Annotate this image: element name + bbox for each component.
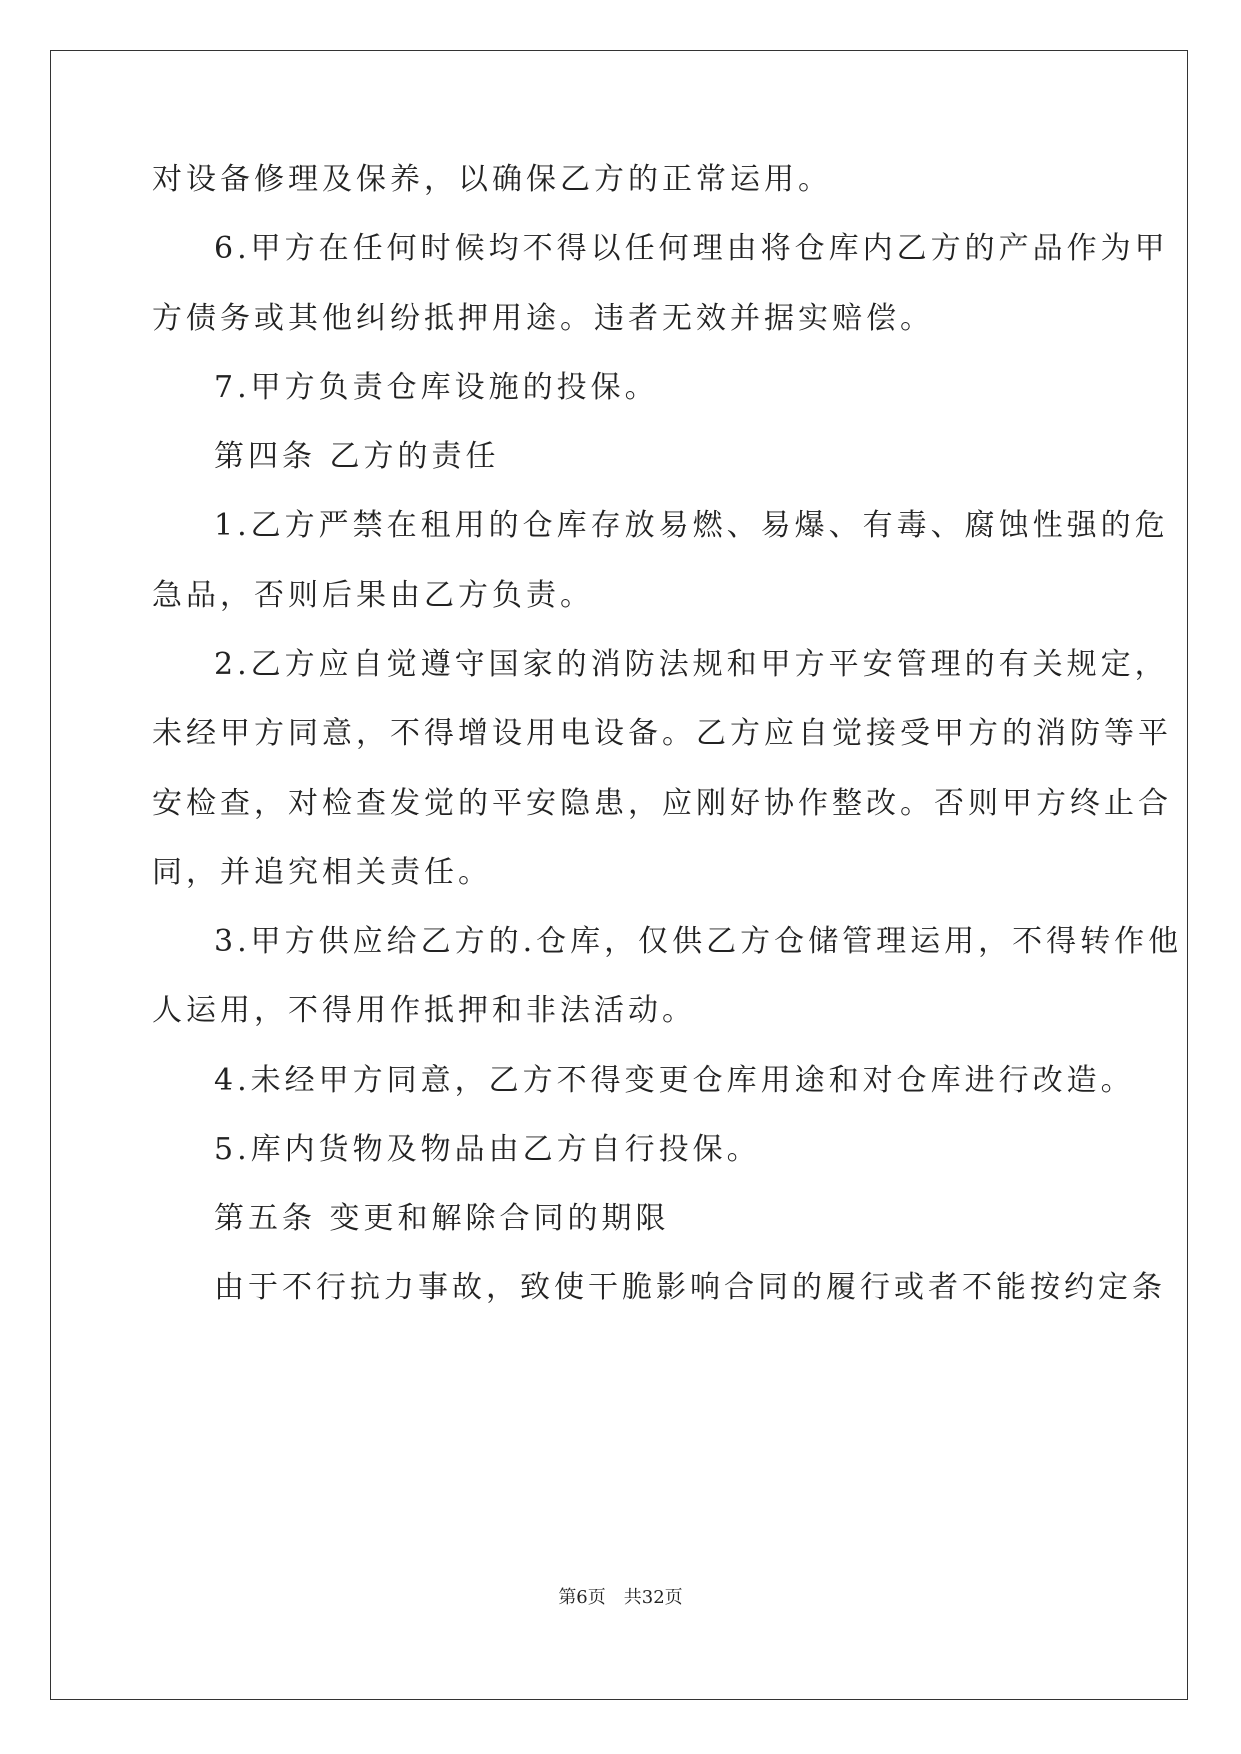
page-number-footer: 第6页 共32页	[558, 1587, 683, 1608]
text-line: 6.甲方在任何时候均不得以任何理由将仓库内乙方的产品作为甲	[214, 231, 1169, 266]
text-line: 人运用，不得用作抵押和非法活动。	[152, 993, 696, 1028]
text-line: 对设备修理及保养，以确保乙方的正常运用。	[152, 162, 832, 197]
text-line: 方债务或其他纠纷抵押用途。违者无效并据实赔偿。	[152, 301, 934, 336]
text-line: 同，并追究相关责任。	[152, 855, 492, 890]
section-heading: 第五条 变更和解除合同的期限	[214, 1201, 670, 1236]
text-line: 2.乙方应自觉遵守国家的消防法规和甲方平安管理的有关规定，	[214, 647, 1169, 682]
text-line: 急品，否则后果由乙方负责。	[152, 578, 594, 613]
text-line: 未经甲方同意，不得增设用电设备。乙方应自觉接受甲方的消防等平	[152, 716, 1172, 751]
text-line: 安检查，对检查发觉的平安隐患，应刚好协作整改。否则甲方终止合	[152, 786, 1172, 821]
text-line: 4.未经甲方同意，乙方不得变更仓库用途和对仓库进行改造。	[214, 1063, 1135, 1098]
text-line: 5.库内货物及物品由乙方自行投保。	[214, 1132, 761, 1167]
text-line: 1.乙方严禁在租用的仓库存放易燃、易爆、有毒、腐蚀性强的危	[214, 508, 1169, 543]
text-line: 由于不行抗力事故，致使干脆影响合同的履行或者不能按约定条	[214, 1270, 1166, 1305]
text-line: 3.甲方供应给乙方的.仓库，仅供乙方仓储管理运用，不得转作他	[214, 924, 1183, 959]
text-line: 7.甲方负责仓库设施的投保。	[214, 370, 659, 405]
section-heading: 第四条 乙方的责任	[214, 439, 500, 474]
